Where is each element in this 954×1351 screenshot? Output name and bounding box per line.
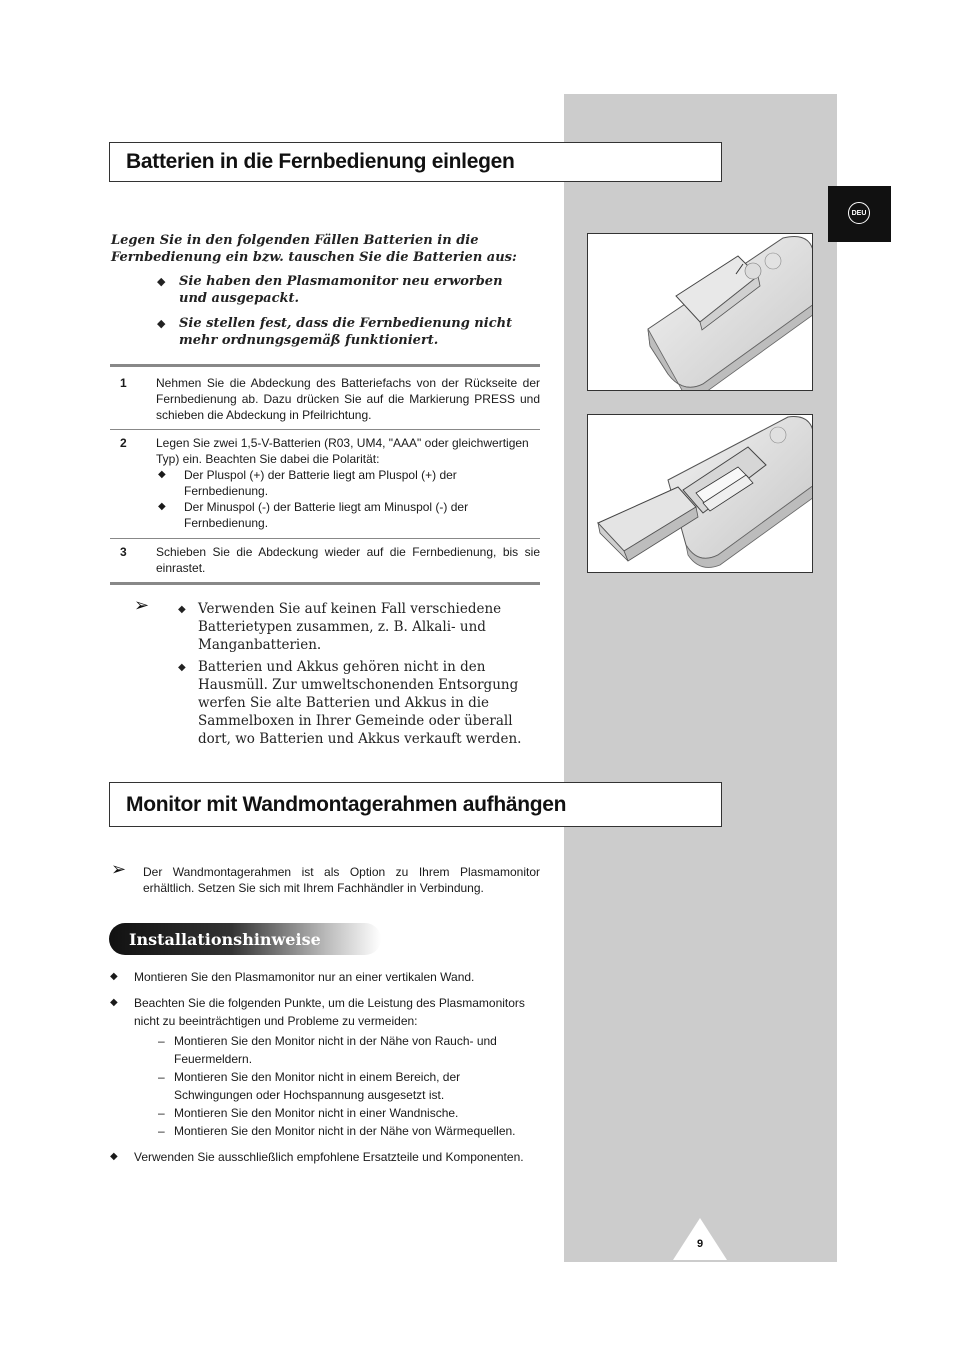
wall-mount-note: Der Wandmontagerahmen ist als Option zu Ihrem Plasmamonitor erhältlich. Setzen Sie sich mit Ihrem Fachhändler in Verbindung. <box>143 865 540 895</box>
remote-batteries-illustration <box>587 414 813 573</box>
step-number: 2 <box>120 436 127 450</box>
step-1 <box>110 375 540 423</box>
diamond-bullet-icon: ◆ <box>158 469 166 480</box>
list-item <box>110 994 540 1030</box>
sub-list-item <box>134 1032 540 1068</box>
intro-text: Legen Sie in den folgenden Fällen Batterien in die Fernbedienung ein bzw. tauschen Sie die Batterien aus: <box>111 233 517 265</box>
step-number: 1 <box>120 376 127 390</box>
diamond-bullet-icon: ◆ <box>178 662 186 674</box>
bullet-text: Verwenden Sie ausschließlich empfohlene Ersatzteile und Komponenten. <box>134 1150 524 1164</box>
remote-cover-illustration <box>587 233 813 391</box>
bullet-text: Sie haben den Plasmamonitor neu erworben und ausgepackt. <box>179 274 503 306</box>
divider <box>110 429 540 430</box>
divider <box>110 364 540 367</box>
diamond-bullet-icon: ◆ <box>110 971 118 982</box>
install-heading-text: Installationshinweise <box>129 929 321 949</box>
diamond-bullet-icon: ◆ <box>110 1151 118 1162</box>
list-item <box>110 1148 540 1166</box>
sub-list-item <box>134 1104 540 1122</box>
dash-bullet: – <box>158 1106 165 1120</box>
intro-bullet-list <box>157 273 517 357</box>
step-3 <box>110 544 540 576</box>
bullet-text: Montieren Sie den Plasmamonitor nur an einer vertikalen Wand. <box>134 970 475 984</box>
install-list <box>110 968 540 1174</box>
diamond-bullet-icon: ◆ <box>110 997 118 1008</box>
sub-bullet-text: Montieren Sie den Monitor nicht in einem Bereich, der Schwingungen oder Hochspannung ausgesetzt ist. <box>174 1070 461 1102</box>
arrow-note-icon: ➢ <box>134 595 150 615</box>
dash-bullet: – <box>158 1034 165 1048</box>
notes-list <box>178 601 538 753</box>
list-item <box>178 601 538 654</box>
step-text: Nehmen Sie die Abdeckung des Batteriefachs von der Rückseite der Fernbedienung ab. Dazu drücken Sie auf die Markierung PRESS und schieben die Abdeckung in Pfeilrichtung. <box>156 376 540 422</box>
note-text: Batterien und Akkus gehören nicht in den Hausmüll. Zur umweltschonenden Entsorgung werfen Sie alte Batterien und Akkus in die Sammelboxen in Ihrer Gemeinde oder überall dort, wo Batterien und Akkus verkauft werden. <box>198 659 522 747</box>
section-title-batteries: Batterien in die Fernbedienung einlegen <box>109 142 722 182</box>
divider <box>110 538 540 539</box>
sub-bullet-text: Montieren Sie den Monitor nicht in einer Wandnische. <box>174 1106 459 1120</box>
install-heading <box>109 923 381 955</box>
step-text: Schieben Sie die Abdeckung wieder auf die Fernbedienung, bis sie einrastet. <box>156 545 540 575</box>
step-text: Legen Sie zwei 1,5-V-Batterien (R03, UM4, "AAA" oder gleichwertigen Typ) ein. Beachten Sie dabei die Polarität: <box>156 436 529 466</box>
language-badge: DEU <box>848 202 870 224</box>
bullet-text: Sie stellen fest, dass die Fernbedienung nicht mehr ordnungsgemäß funktioniert. <box>179 316 513 348</box>
dash-bullet: – <box>158 1124 165 1138</box>
diamond-bullet-icon: ◆ <box>178 604 186 615</box>
page-number: 9 <box>696 1238 704 1250</box>
sub-list-item <box>134 1122 540 1140</box>
diamond-bullet-icon: ◆ <box>157 317 166 330</box>
list-item <box>157 273 517 307</box>
bullet-text: Beachten Sie die folgenden Punkte, um die Leistung des Plasmamonitors nicht zu beeinträchtigen und Probleme zu vermeiden: <box>134 996 525 1028</box>
diamond-bullet-icon: ◆ <box>157 275 166 288</box>
divider <box>110 582 540 585</box>
diamond-bullet-icon: ◆ <box>158 501 166 512</box>
section-title-wall-mount: Monitor mit Wandmontagerahmen aufhängen <box>109 782 722 827</box>
bullet-text: Der Pluspol (+) der Batterie liegt am Pluspol (+) der Fernbedienung. <box>184 468 457 498</box>
bullet-text: Der Minuspol (-) der Batterie liegt am Minuspol (-) der Fernbedienung. <box>184 500 469 530</box>
step-number: 3 <box>120 545 127 559</box>
language-tab <box>828 186 891 242</box>
dash-bullet: – <box>158 1070 165 1084</box>
list-item <box>110 968 540 986</box>
sub-list-item <box>134 1068 540 1104</box>
arrow-note-icon: ➢ <box>111 859 127 879</box>
note-text: Verwenden Sie auf keinen Fall verschiedene Batterietypen zusammen, z. B. Alkali- und Manganbatterien. <box>198 601 502 653</box>
sub-bullet-text: Montieren Sie den Monitor nicht in der Nähe von Wärmequellen. <box>174 1124 516 1138</box>
list-item <box>156 499 540 531</box>
sub-bullet-text: Montieren Sie den Monitor nicht in der Nähe von Rauch- und Feuermeldern. <box>174 1034 497 1066</box>
list-item <box>157 315 517 349</box>
step-2 <box>110 435 540 531</box>
list-item <box>156 467 540 499</box>
list-item <box>178 659 538 748</box>
